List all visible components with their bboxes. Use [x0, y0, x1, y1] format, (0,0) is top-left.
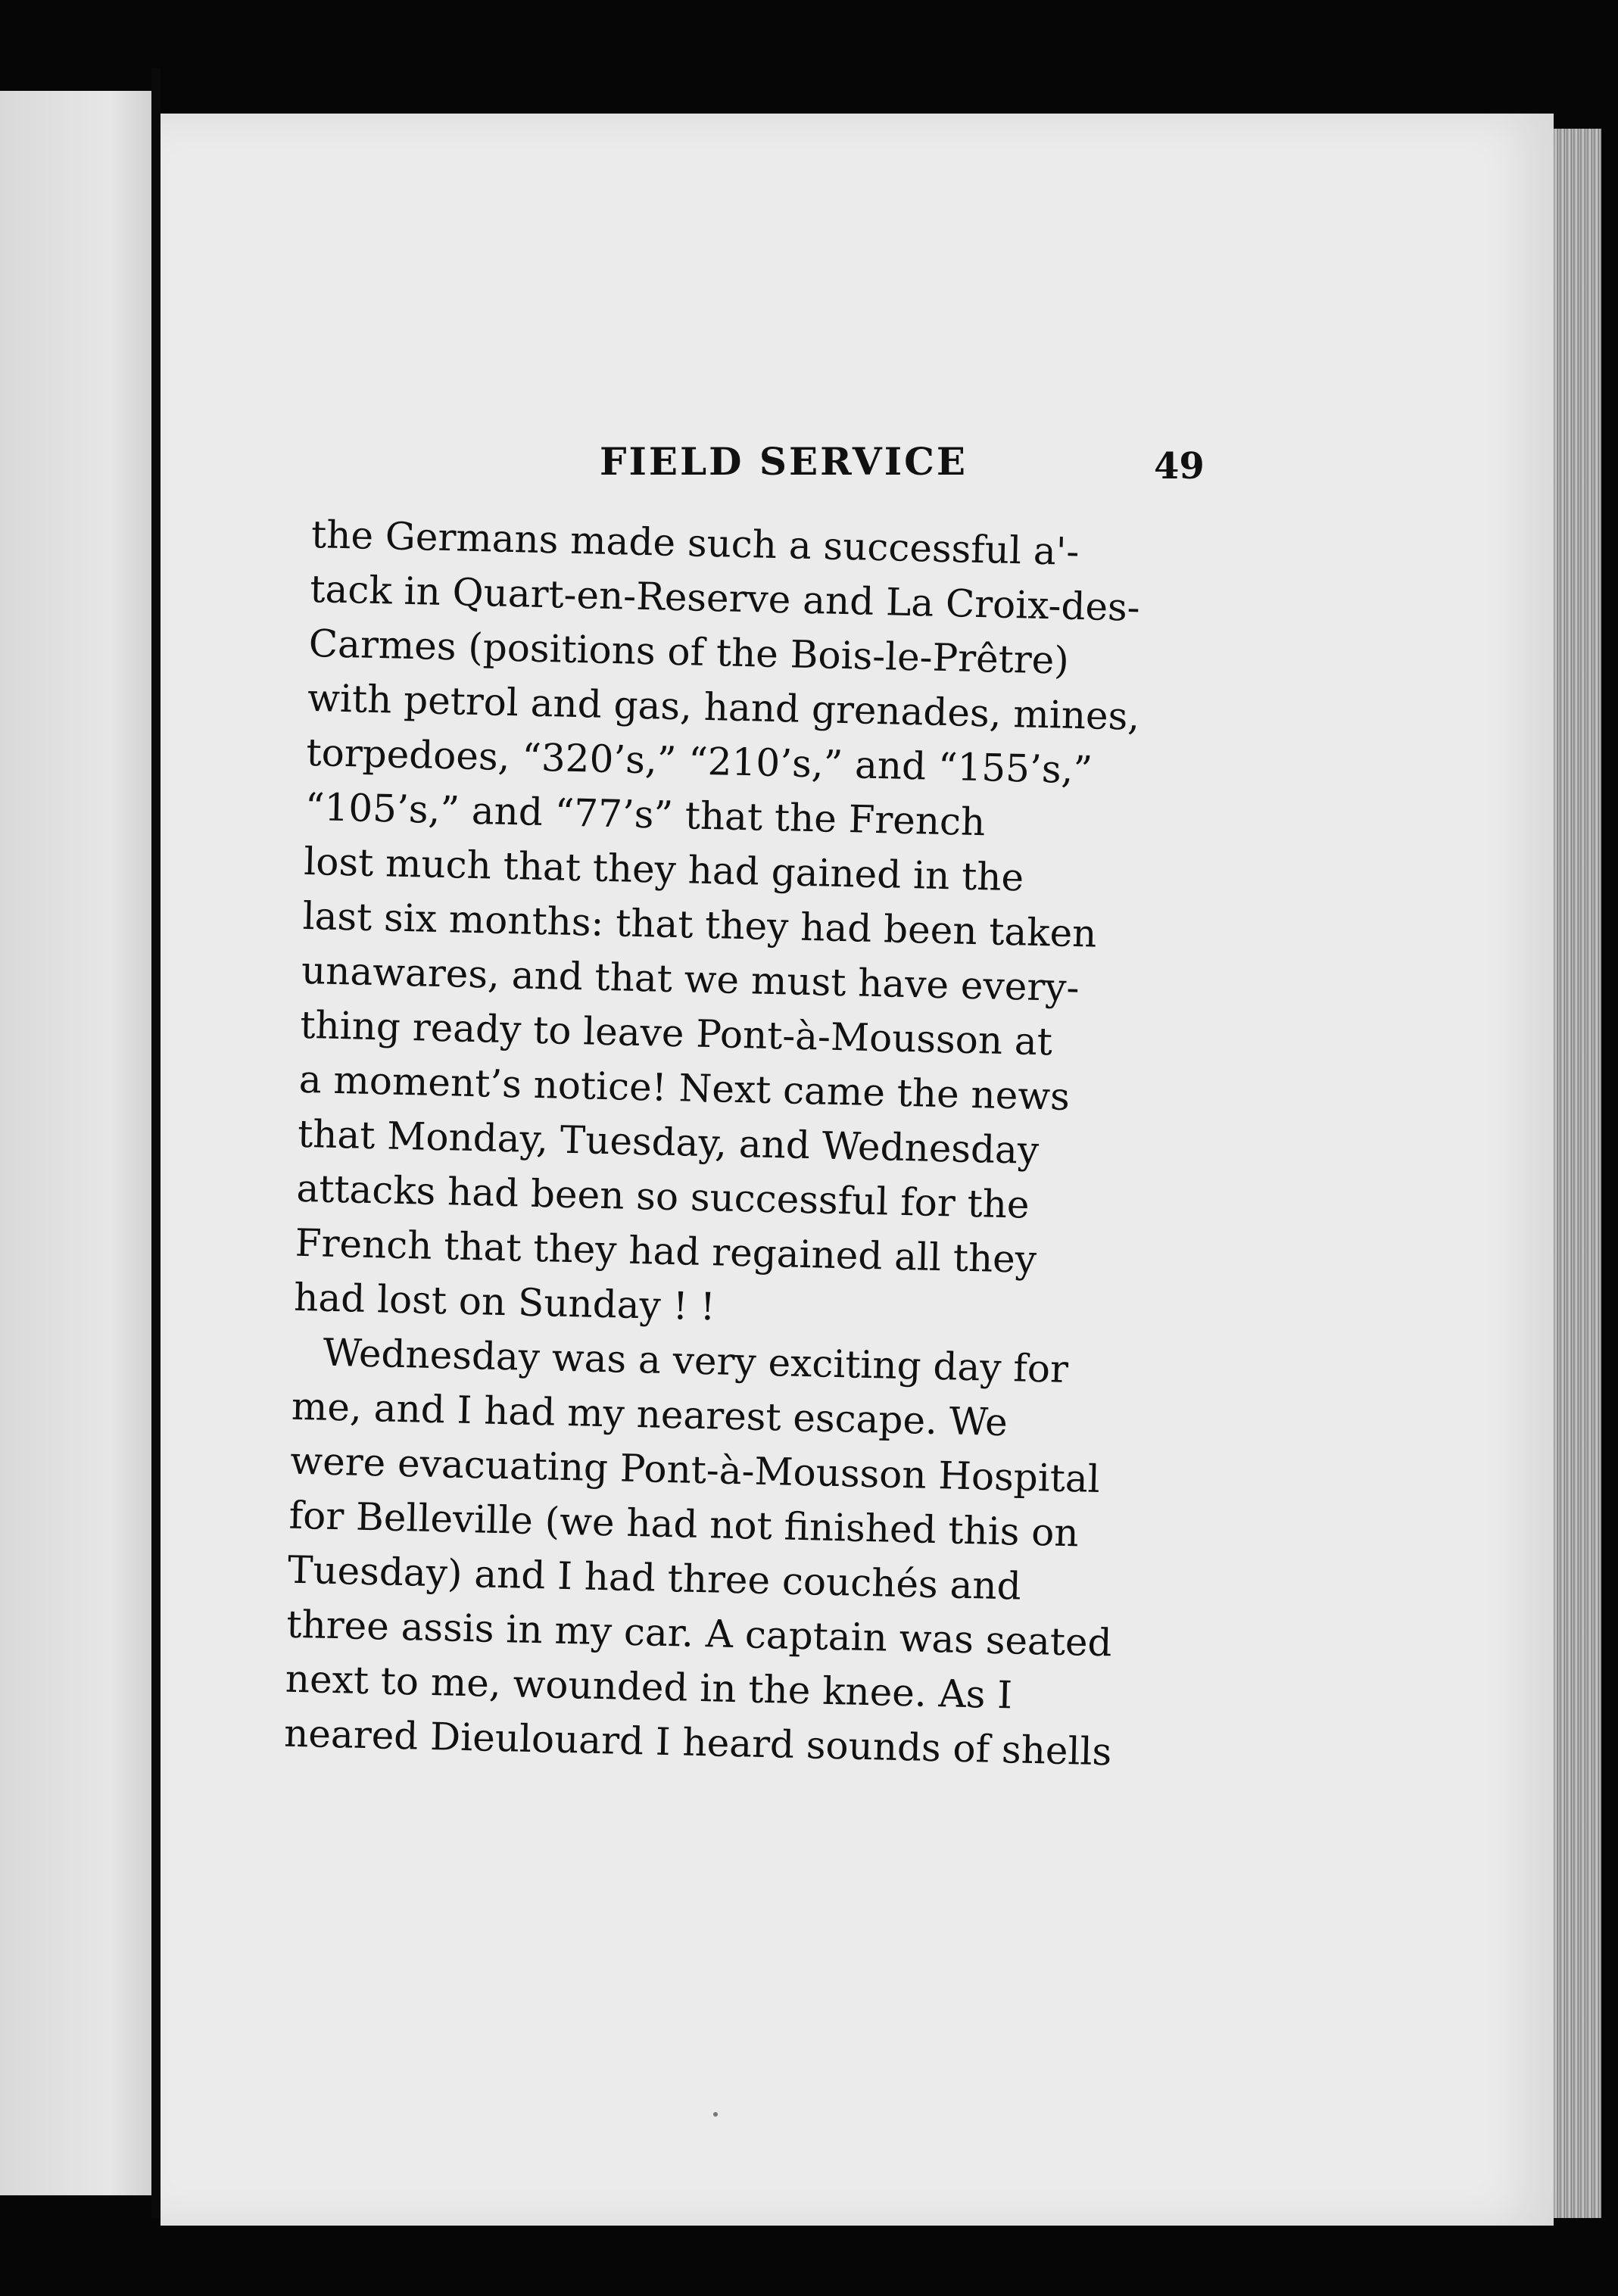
text-line: thing ready to leave Pont-à-Mousson at [299, 1002, 1053, 1064]
book-gutter [151, 68, 161, 2218]
text-line: lost much that they had gained in the [303, 839, 1024, 900]
text-line: with petrol and gas, hand grenades, mines, [307, 675, 1140, 739]
text-line: last six months: that they had been taken [302, 893, 1098, 956]
text-line: neared Dieulouard I heard sounds of shells [283, 1711, 1112, 1774]
text-line: Carmes (positions of the Bois-le-Prêtre) [308, 621, 1070, 683]
text-line: torpedoes, “320’s,” “210’s,” and “155’s,” [305, 730, 1093, 793]
text-line: French that they had regained all they [295, 1220, 1037, 1282]
running-head [161, 439, 1554, 500]
running-head-title: FIELD SERVICE [600, 439, 968, 484]
text-line: me, and I had my nearest escape. We [291, 1384, 1009, 1445]
text-line: that Monday, Tuesday, and Wednesday [297, 1111, 1040, 1173]
body-text [283, 507, 1182, 1780]
text-line: “105’s,” and “77’s” that the French [304, 784, 986, 845]
scan-speck [713, 2112, 718, 2117]
text-line: Tuesday) and I had three couchés and [287, 1547, 1022, 1609]
text-line: next to me, wounded in the knee. As I [285, 1656, 1013, 1718]
left-page-edge [0, 91, 155, 2195]
text-line-paragraph-start: Wednesday was a very exciting day for [323, 1330, 1069, 1391]
text-line: the Germans made such a successful a'- [310, 512, 1080, 574]
text-line: for Belleville (we had not finished this on [288, 1493, 1080, 1556]
text-line: had lost on Sunday ! ! [293, 1275, 716, 1329]
text-line: were evacuating Pont-à-Mousson Hospital [289, 1438, 1101, 1501]
page-number: 49 [1154, 445, 1205, 488]
text-line: attacks had been so successful for the [295, 1166, 1030, 1227]
book-page [161, 114, 1554, 2226]
text-line: tack in Quart-en-Reserve and La Croix-des- [309, 566, 1141, 630]
text-line: unawares, and that we must have every- [301, 948, 1080, 1011]
text-line: three assis in my car. A captain was seated [285, 1602, 1113, 1665]
text-line: a moment’s notice! Next came the news [298, 1057, 1071, 1119]
